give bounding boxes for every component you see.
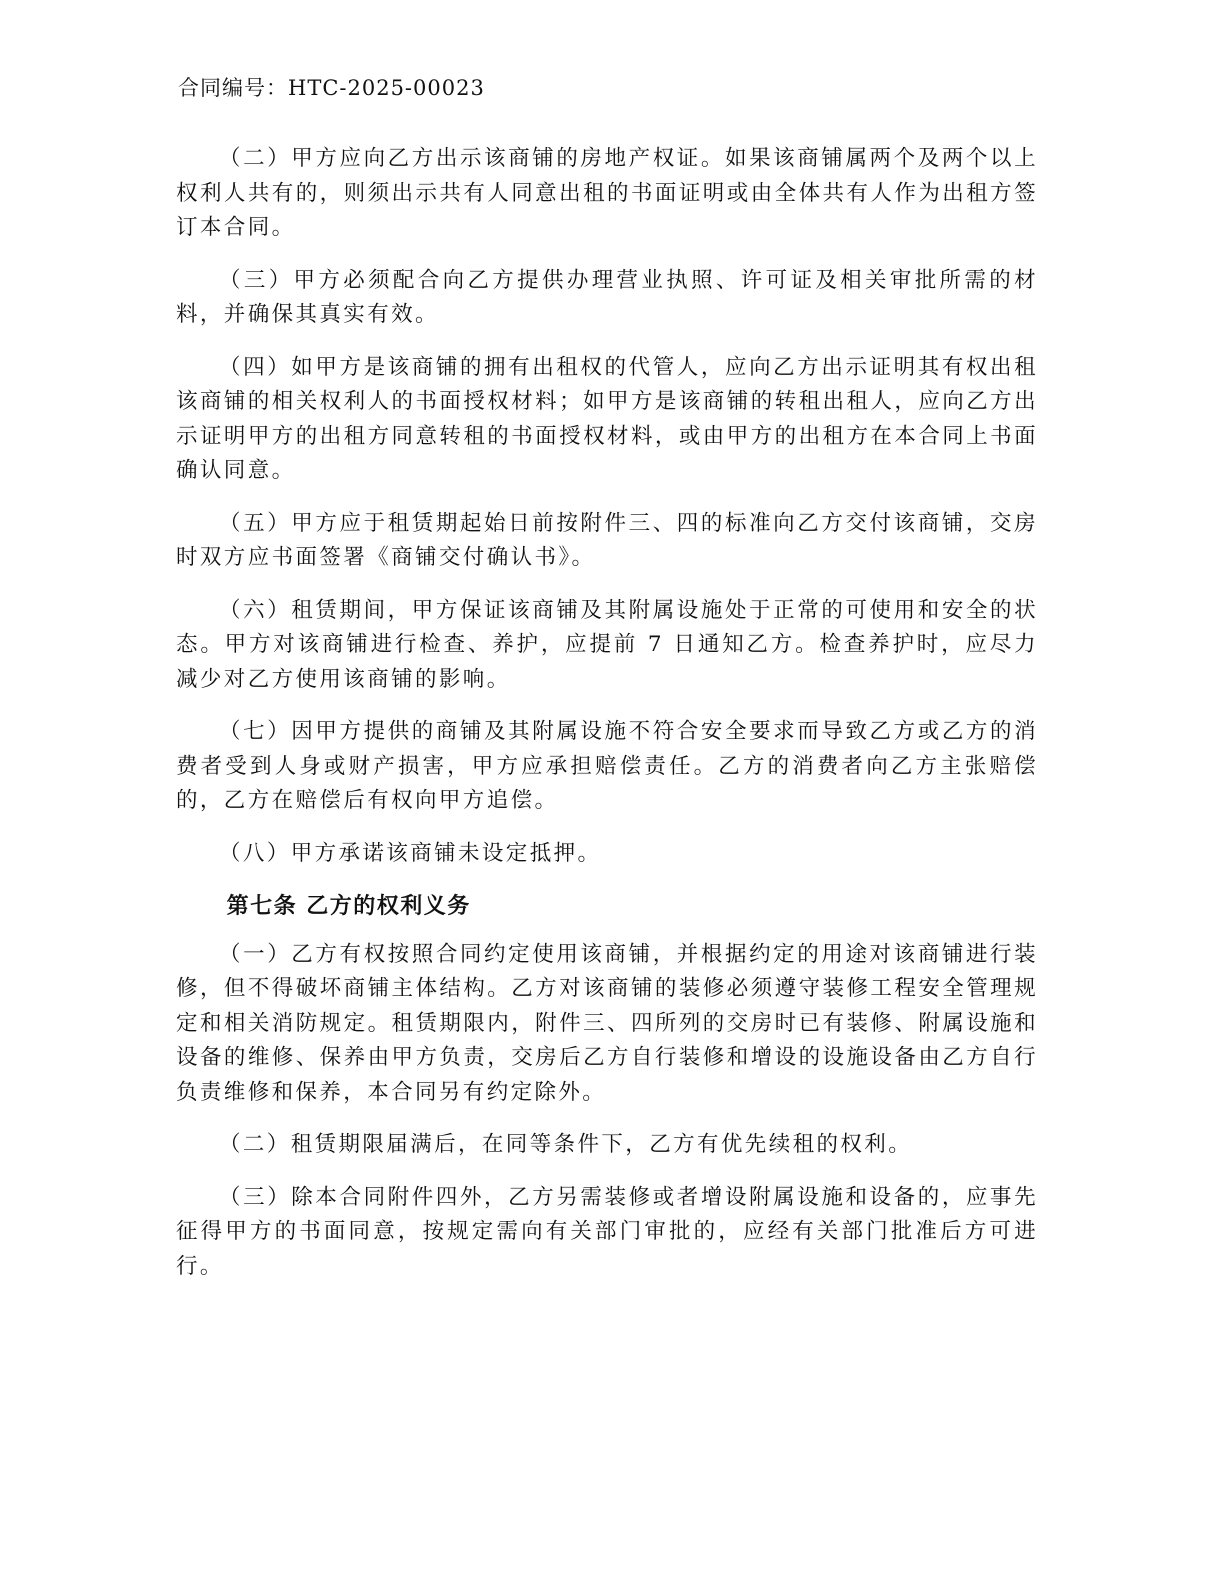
clause-paragraph: （五）甲方应于租赁期起始日前按附件三、四的标准向乙方交付该商铺，交房时双方应书面签署《商铺交付确认书》。: [176, 510, 1038, 570]
clause-paragraph: （七）因甲方提供的商铺及其附属设施不符合安全要求而导致乙方或乙方的消费者受到人身或财产损害，甲方应承担赔偿责任。乙方的消费者向乙方主张赔偿的，乙方在赔偿后有权向甲方追偿。: [176, 719, 1038, 813]
clause-paragraph: （三）除本合同附件四外，乙方另需装修或者增设附属设施和设备的，应事先征得甲方的书面同意，按规定需向有关部门审批的，应经有关部门批准后方可进行。: [176, 1184, 1038, 1279]
clause-paragraph: （六）租赁期间，甲方保证该商铺及其附属设施处于正常的可使用和安全的状态。甲方对该商铺进行检查、养护，应提前 7 日通知乙方。检查养护时，应尽力减少对乙方使用该商铺的影响。: [176, 597, 1038, 692]
clause-paragraph: （三）甲方必须配合向乙方提供办理营业执照、许可证及相关审批所需的材料，并确保其真实有效。: [176, 267, 1038, 327]
clause-paragraph: （二）租赁期限届满后，在同等条件下，乙方有优先续租的权利。: [219, 1132, 913, 1157]
section-heading: 第七条 乙方的权利义务: [226, 893, 471, 919]
clause-paragraph: （四）如甲方是该商铺的拥有出租权的代管人，应向乙方出示证明其有权出租该商铺的相关权利人的书面授权材料；如甲方是该商铺的转租出租人，应向乙方出示证明甲方的出租方同意转租的书面授权材料，或由甲方的出租方在本合同上书面确认同意。: [176, 354, 1038, 483]
document-body: [176, 142, 1038, 1302]
contract-number: 合同编号：HTC-2025-00023: [178, 76, 485, 100]
clause-paragraph: （一）乙方有权按照合同约定使用该商铺，并根据约定的用途对该商铺进行装修，但不得破坏商铺主体结构。乙方对该商铺的装修必须遵守装修工程安全管理规定和相关消防规定。租赁期限内，附件三、四所列的交房时已有装修、附属设施和设备的维修、保养由甲方负责，交房后乙方自行装修和增设的设施设备由乙方自行负责维修和保养，本合同另有约定除外。: [176, 941, 1038, 1105]
clause-paragraph: （二）甲方应向乙方出示该商铺的房地产权证。如果该商铺属两个及两个以上权利人共有的，则须出示共有人同意出租的书面证明或由全体共有人作为出租方签订本合同。: [176, 146, 1038, 240]
clause-paragraph: （八）甲方承诺该商铺未设定抵押。: [219, 840, 602, 866]
